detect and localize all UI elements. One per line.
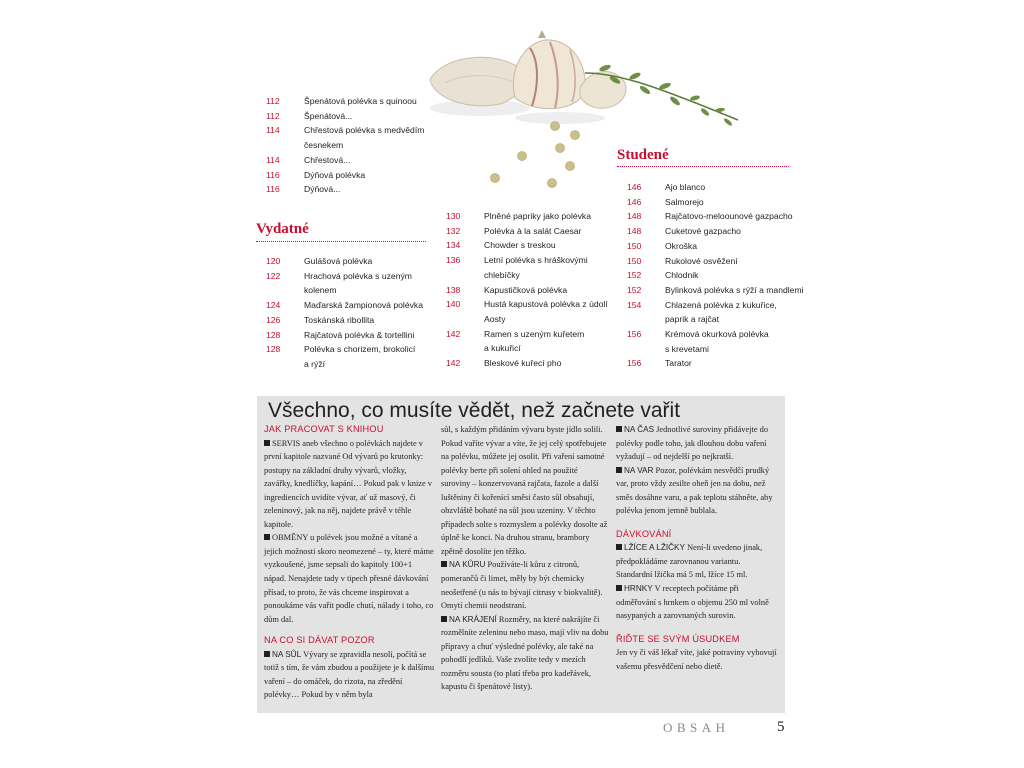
tips-paragraph: HRNKY V receptech počítáme při odměřování s hrnkem o objemu 250 ml volně nasypaných a zarovnaných surovin. bbox=[616, 584, 769, 621]
toc-item bbox=[446, 312, 608, 327]
recipe-title: Rukolové osvěžení bbox=[665, 255, 738, 266]
recipe-title: Cuketové gazpacho bbox=[665, 226, 741, 237]
tips-paragraph: sůl, s každým přidáním vývaru byste jídlo solili. Pokud vaříte vývar a víte, že jej celý spotřebujete na polévku, můžete jej osolit. Při vaření samotné polévky berte při solení ohled na použité suroviny – konzervovaná rajčata, fazole a další luštěniny či kořenící směsi často sůl obsahují, obzvláště bohaté na sůl jsou uzeniny. V těchto případech solte s rozmyslem a polévky dosolte až úplně ke konci. Na druhou stranu, brambory zpětně dosolíte jen těžko. bbox=[441, 425, 608, 556]
toc-item bbox=[627, 312, 804, 327]
page-number: 114 bbox=[266, 154, 280, 165]
recipe-title: česnekem bbox=[304, 140, 344, 151]
toc-item bbox=[627, 342, 804, 357]
bullet-square-icon bbox=[441, 616, 447, 622]
page-number: 150 bbox=[627, 240, 642, 251]
recipe-title: Chowder s treskou bbox=[484, 240, 556, 251]
toc-item bbox=[627, 180, 804, 195]
tips-paragraph: NA KRÁJENÍ Rozměry, na které nakrájíte či rozmělníte zeleninu nebo maso, mají vliv na dobu přípravy a chuť výsledné polévky, ale také na pohodlí jedlíků. Vaše zvolíte tedy v mezích rozměru sousta (to platí třeba pro kadeřávek, kapustu či špenátové listy). bbox=[441, 614, 609, 692]
page-number: 156 bbox=[627, 358, 642, 369]
tips-paragraph: NA VAR Pozor, polévkám nesvědčí prudký var, proto vždy zesilte oheň jen na dobu, než směs dosáhne varu, a pak teplotu stáhněte, aby polévka jenom jemně bublala. bbox=[616, 465, 773, 516]
recipe-title: Chlodnik bbox=[665, 270, 699, 281]
page-number bbox=[627, 342, 665, 357]
recipe-title: Chřestová polévka s medvědím bbox=[304, 125, 425, 136]
tips-paragraph: LŽÍCE A LŽIČKY Není-li uvedeno jinak, předpokládáme zarovnanou variantu. Standardní lžička má 5 ml, lžíce 15 ml. bbox=[616, 543, 763, 580]
tips-heading: DÁVKOVÁNÍ bbox=[616, 528, 672, 539]
page-number: 132 bbox=[446, 225, 461, 236]
page-number: 116 bbox=[266, 184, 280, 195]
page-number: 136 bbox=[446, 255, 461, 266]
recipe-title: Špenátová... bbox=[304, 110, 353, 121]
page-number: 150 bbox=[627, 255, 642, 266]
page-number: 148 bbox=[627, 226, 642, 237]
toc-top-list bbox=[266, 94, 424, 197]
tips-heading: NA CO SI DÁVAT POZOR bbox=[264, 635, 375, 646]
toc-item bbox=[627, 298, 804, 313]
toc-studene-list bbox=[627, 180, 804, 371]
recipe-title: Maďarská žampionová polévka bbox=[304, 300, 423, 311]
recipe-title: s krevetami bbox=[665, 343, 709, 354]
page-number: 152 bbox=[627, 270, 642, 281]
toc-item bbox=[266, 269, 423, 284]
toc-item bbox=[266, 138, 424, 153]
page-number: 142 bbox=[446, 358, 461, 369]
tips-column-3 bbox=[616, 423, 778, 673]
page-number: 146 bbox=[627, 196, 642, 207]
recipe-title: Bylinková polévka s rýží a mandlemi bbox=[665, 284, 804, 295]
recipe-title: Dýňová... bbox=[304, 184, 341, 195]
toc-item bbox=[266, 357, 423, 372]
bullet-square-icon bbox=[264, 534, 270, 540]
bullet-square-icon bbox=[616, 467, 622, 473]
toc-item bbox=[266, 123, 424, 138]
toc-item bbox=[446, 238, 608, 253]
toc-item bbox=[627, 239, 804, 254]
garlic-thyme-photo bbox=[420, 28, 750, 198]
toc-item bbox=[266, 283, 423, 298]
recipe-title: Bleskové kuřecí pho bbox=[484, 358, 562, 369]
toc-item bbox=[446, 283, 608, 298]
toc-item bbox=[266, 94, 424, 109]
page-number bbox=[446, 341, 484, 356]
toc-item bbox=[446, 268, 608, 283]
tips-paragraph: NA ČAS Jednotlivé suroviny přidávejte do polévky podle toho, jak dlouhou dobu vaření vyžadují – od nejdelší po nejkratší. bbox=[616, 425, 769, 462]
recipe-title: Kapustičková polévka bbox=[484, 284, 568, 295]
bullet-square-icon bbox=[264, 651, 270, 657]
recipe-title: Hrachová polévka s uzeným bbox=[304, 270, 412, 281]
page-number: 152 bbox=[627, 284, 642, 295]
tips-paragraph: NA SŮL Vývary se zpravidla nesolí, počítá se totiž s tím, že vám zbudou a použijete je k dalšímu vaření – do omáček, do rizota, na zředění polévky… Pokud by v něm byla bbox=[264, 649, 435, 700]
page-number: 112 bbox=[266, 110, 280, 121]
page-number bbox=[266, 283, 304, 298]
page-number: 142 bbox=[446, 328, 461, 339]
recipe-title: Tarator bbox=[665, 358, 692, 369]
toc-item bbox=[627, 268, 804, 283]
bullet-square-icon bbox=[616, 426, 622, 432]
tips-title: Všechno, co musíte vědět, než začnete vařit bbox=[268, 399, 681, 422]
recipe-title: Toskánská ribollita bbox=[304, 314, 375, 325]
toc-item bbox=[266, 298, 423, 313]
recipe-title: Rajčatovo-meloounové gazpacho bbox=[665, 211, 793, 222]
section-divider bbox=[256, 241, 426, 242]
toc-item bbox=[627, 254, 804, 269]
page-number: 126 bbox=[266, 314, 281, 325]
tips-paragraph: SERVIS aneb všechno o polévkách najdete v první kapitole nazvané Od vývarů po krutonky: postupy na základní druhy vývarů, vložky, zavářky, knedlíčky, kapání… Pokud pak v knize v ingrediencích uvidíte vývar, ať už masový, či zeleninový, jak na něj, najdete právě v téhle kapitole. bbox=[264, 438, 432, 529]
page-number: 140 bbox=[446, 299, 461, 310]
bullet-square-icon bbox=[616, 585, 622, 591]
toc-item bbox=[266, 313, 423, 328]
page-number: 154 bbox=[627, 299, 642, 310]
recipe-title: Dýňová polévka bbox=[304, 169, 366, 180]
recipe-title: Plněné papriky jako polévka bbox=[484, 211, 592, 221]
bullet-square-icon bbox=[441, 561, 447, 567]
tips-heading: JAK PRACOVAT S KNIHOU bbox=[264, 424, 384, 434]
page-number: 130 bbox=[446, 211, 461, 221]
toc-item bbox=[266, 328, 423, 343]
page-number: 122 bbox=[266, 270, 281, 281]
recipe-title: Aosty bbox=[484, 313, 506, 324]
tips-column-2 bbox=[441, 423, 609, 694]
toc-item bbox=[446, 224, 608, 239]
toc-item bbox=[266, 153, 424, 168]
toc-middle-list bbox=[446, 209, 608, 371]
toc-item bbox=[446, 341, 608, 356]
page-number bbox=[266, 357, 304, 372]
recipe-title: Ajo blanco bbox=[665, 182, 706, 192]
recipe-title: Rajčatová polévka & tortellini bbox=[304, 329, 415, 340]
recipe-title: a rýží bbox=[304, 358, 326, 369]
toc-item bbox=[446, 327, 608, 342]
page-number: 148 bbox=[627, 211, 642, 222]
tips-paragraph: NA KŮRU Používáte-li kůru z citronů, pomerančů či limet, měly by být chemicky neošetřené (u nás to bývají citrusy v biokvalitě). Omytí chemii neodstraní. bbox=[441, 560, 603, 611]
toc-item bbox=[446, 253, 608, 268]
page-number: 124 bbox=[266, 300, 281, 311]
page-number: 116 bbox=[266, 169, 280, 180]
toc-item bbox=[446, 356, 608, 371]
recipe-title: Salmorejo bbox=[665, 196, 704, 207]
page-number: 114 bbox=[266, 125, 280, 136]
page-number: 138 bbox=[446, 284, 461, 295]
toc-item bbox=[627, 224, 804, 239]
toc-item bbox=[446, 297, 608, 312]
recipe-title: a kukuřicí bbox=[484, 343, 521, 354]
page-number: 128 bbox=[266, 329, 281, 340]
page-number-footer: 5 bbox=[777, 719, 785, 735]
page-number: 134 bbox=[446, 240, 461, 251]
recipe-title: kolenem bbox=[304, 285, 337, 296]
toc-item bbox=[446, 209, 608, 224]
toc-item bbox=[627, 283, 804, 298]
bullet-square-icon bbox=[616, 544, 622, 550]
section-title-studene: Studené bbox=[617, 147, 669, 163]
page-number bbox=[266, 138, 304, 153]
page-number: 112 bbox=[266, 96, 280, 106]
tips-paragraph: OBMĚNY u polévek jsou možné a vítané a jejich možnosti skoro neomezené – ty, které máme vyzkoušené, jsme sepsali do kapitoly 100+1 nápad. Nenajdete tady v tipech přesné dávkování přísad, to proto, že vás chceme inspirovat a ponoukáme vás vařit podle chutí, nálady i toho, co dům dal. bbox=[264, 533, 434, 624]
page-number bbox=[627, 312, 665, 327]
recipe-title: Chlazená polévka z kukuřice, bbox=[665, 299, 777, 310]
toc-item bbox=[266, 254, 423, 269]
toc-item bbox=[627, 356, 804, 371]
toc-item bbox=[266, 109, 424, 124]
recipe-title: chlebíčky bbox=[484, 269, 520, 280]
recipe-title: Špenátová polévka s quinoou bbox=[304, 96, 417, 106]
recipe-title: Okroška bbox=[665, 240, 697, 251]
tips-paragraph: Jen vy či váš lékař víte, jaké potraviny vyhovují vašemu přesvědčení nebo dietě. bbox=[616, 648, 777, 671]
toc-item bbox=[627, 209, 804, 224]
toc-item bbox=[266, 342, 423, 357]
recipe-title: Polévka s chorizem, brokolicí bbox=[304, 344, 416, 355]
page-number: 128 bbox=[266, 344, 281, 355]
page-number: 156 bbox=[627, 329, 642, 340]
tips-heading: ŘIĎTE SE SVÝM ÚSUDKEM bbox=[616, 633, 740, 644]
recipe-title: Chřestová... bbox=[304, 154, 351, 165]
toc-vydatne-list bbox=[266, 254, 423, 372]
page-number: 120 bbox=[266, 256, 281, 266]
recipe-title: Polévka à la salát Caesar bbox=[484, 225, 582, 236]
page-number bbox=[446, 268, 484, 283]
section-divider bbox=[617, 166, 789, 167]
toc-item bbox=[627, 327, 804, 342]
recipe-title: Gulášová polévka bbox=[304, 256, 373, 266]
recipe-title: Ramen s uzeným kuřetem bbox=[484, 328, 585, 339]
page-number: 146 bbox=[627, 182, 642, 192]
bullet-square-icon bbox=[264, 440, 270, 446]
running-footer-label: OBSAH bbox=[663, 720, 730, 735]
recipe-title: Letní polévka s hráškovými bbox=[484, 255, 588, 266]
tips-column-1 bbox=[264, 423, 434, 702]
recipe-title: Krémová okurková polévka bbox=[665, 329, 769, 340]
toc-item bbox=[627, 195, 804, 210]
recipe-title: Hustá kapustová polévka z údolí bbox=[484, 299, 608, 310]
section-title-vydatne: Vydatné bbox=[256, 221, 309, 237]
toc-item bbox=[266, 168, 424, 183]
recipe-title: paprik a rajčat bbox=[665, 314, 719, 325]
page-number bbox=[446, 312, 484, 327]
toc-item bbox=[266, 182, 424, 197]
